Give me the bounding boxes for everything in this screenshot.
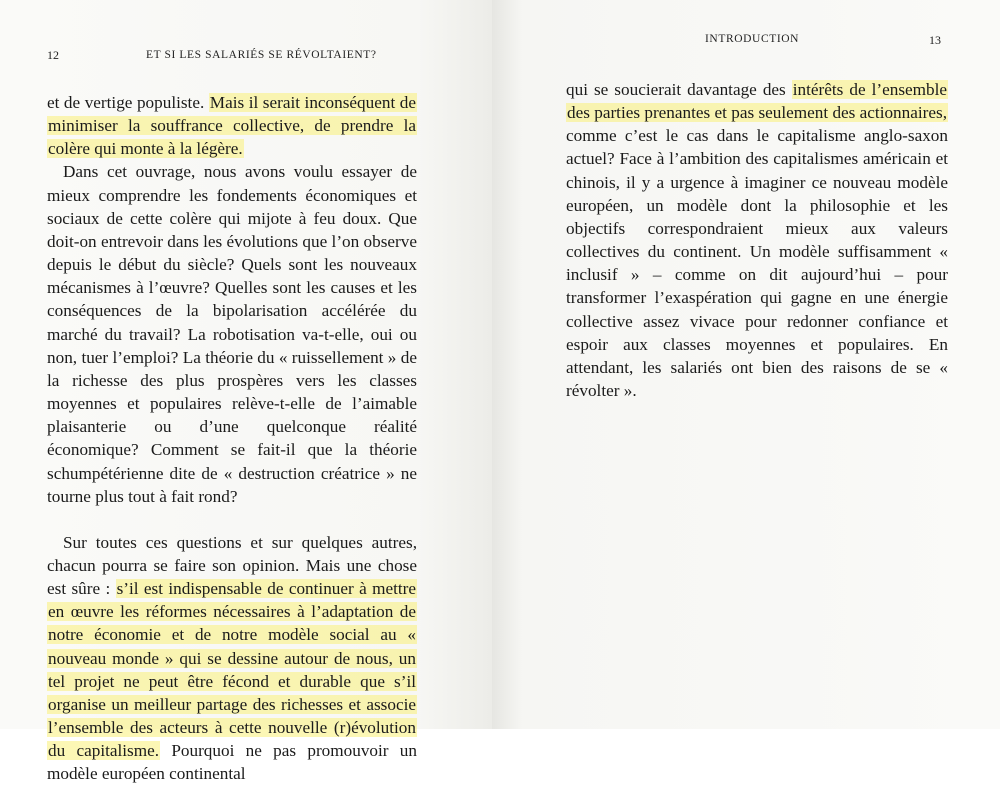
paragraph-1 (47, 91, 417, 160)
page-number-right: 13 (929, 33, 941, 47)
text-plain: et de vertige populiste. (47, 93, 209, 112)
paragraph-2: Dans cet ouvrage, nous avons voulu essayer de mieux comprendre les fondements économiques et sociaux de cette colère qui mijote à feu doux. Que doit-on entrevoir dans les évolutions que l’on observe depuis le début du siècle? Quels sont les nouveaux mécanismes à l’œuvre? Quelles sont les causes et les conséquences de la bipolarisation accélérée du marché du travail? La robotisation va-t-elle, oui ou non, tuer l’emploi? La théorie du « ruissellement » de la richesse des plus prospères vers les classes moyennes et populaires relève-t-elle de l’aimable plaisanterie ou d’une quelconque réalité économique? Comment se fait-il que la théorie schumpétérienne dite de « destruction créatrice » ne tourne plus tout à fait rond? (47, 162, 417, 506)
text-plain: Sur toutes ces questions et sur quelques autres, chacun pourra se faire son opinion. Mais une chose est sûre : (47, 532, 417, 599)
paragraph-3 (47, 531, 417, 786)
paragraph-gap (47, 508, 417, 531)
right-page (492, 0, 1000, 729)
right-page-body (566, 78, 948, 402)
text-plain: Pourquoi ne pas promouvoir un modèle européen continental (47, 741, 417, 784)
highlighted-text: intérêts de l’ensemble des parties prenantes et pas seulement des actionnaires, (567, 80, 947, 123)
page-number-left: 12 (47, 48, 59, 62)
paragraph-continued (566, 78, 948, 402)
highlighted-text: Mais il serait inconséquent de minimiser la souffrance collective, de prendre la colère qui monte à la légère. (48, 93, 416, 159)
text-plain: qui se soucierait davantage des (566, 80, 792, 99)
running-head-right: INTRODUCTION (705, 33, 800, 45)
running-head-left: ET SI LES SALARIÉS SE RÉVOLTAIENT? (146, 49, 377, 61)
highlighted-text: s’il est indispensable de continuer à mettre en œuvre les réformes nécessaires à l’adaptation de notre économie et de notre modèle social au « nouveau monde » qui se dessine autour de nous, un tel projet ne peut être fécond et durable que s’il organise un meilleur partage des richesses et associe l’ensemble des acteurs à cette nouvelle (r)évolution du capitalisme. (48, 579, 416, 761)
left-page-body (47, 91, 417, 786)
text-plain: comme c’est le cas dans le capitalisme anglo-saxon actuel? Face à l’ambition des capitalismes américain et chinois, il y a urgence à imaginer ce nouveau modèle européen, un modèle dont la philosophie et les objectifs correspondraient mieux aux valeurs collectives du continent. Un modèle suffisamment « inclusif » – comme on dit aujourd’hui – pour transformer l’exaspération qui gagne en une énergie collective assez vivace pour redonner confiance et espoir aux classes moyennes et populaires. En attendant, les salariés ont bien des raisons de se « révolter ». (566, 126, 948, 401)
left-page (0, 0, 492, 784)
